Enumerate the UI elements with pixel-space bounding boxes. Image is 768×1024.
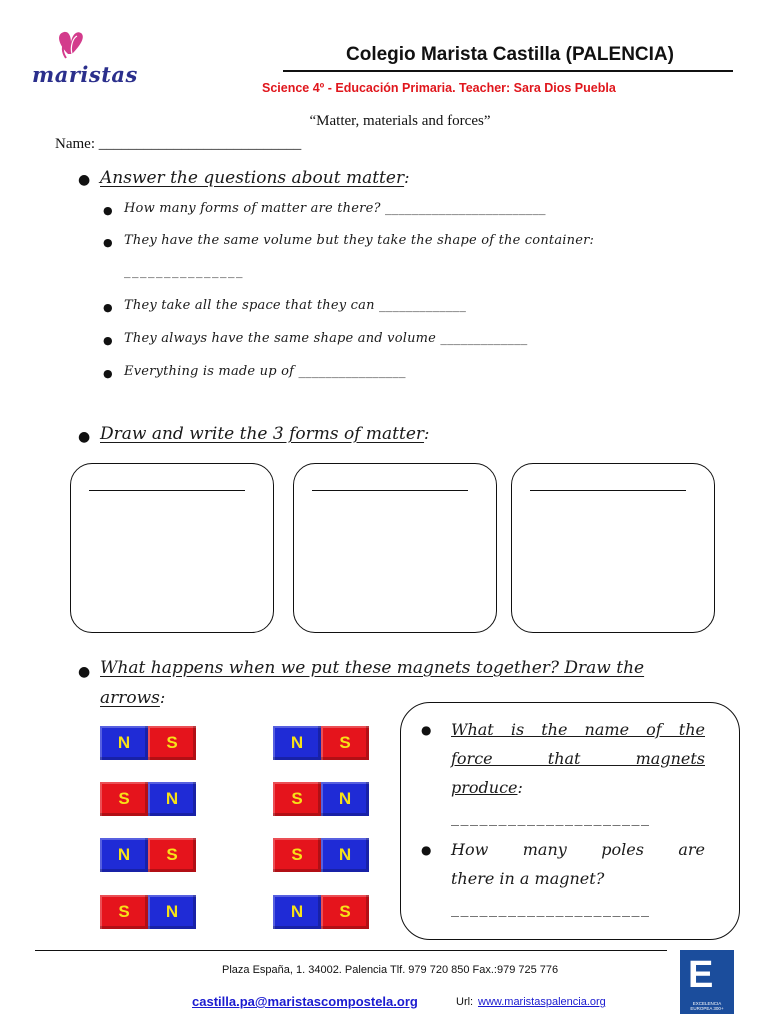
answer-blank[interactable]: _______________ xyxy=(124,264,244,279)
north-pole: N xyxy=(273,895,321,929)
q1-colon: : xyxy=(517,778,523,797)
section1-heading: Answer the questions about matter xyxy=(100,168,405,188)
north-pole: N xyxy=(321,782,369,816)
badge-letter: E xyxy=(688,954,714,996)
q2-line: How many poles are xyxy=(451,840,705,859)
answer-blank[interactable]: _____________________ xyxy=(451,807,651,826)
bullet-icon: ● xyxy=(78,664,91,680)
url-label: Url: xyxy=(456,996,474,1008)
magnet-bar[interactable] xyxy=(273,838,369,872)
logo-text: maristas xyxy=(32,62,138,87)
section3-heading-line2: arrows xyxy=(100,688,160,708)
south-pole: S xyxy=(100,782,148,816)
magnet-bar[interactable] xyxy=(273,726,369,760)
bullet-icon: ● xyxy=(421,843,432,857)
bullet-icon: ● xyxy=(103,236,113,249)
q1-line: force that magnets xyxy=(451,749,705,768)
magnet-bar[interactable] xyxy=(273,782,369,816)
q1-line: produce xyxy=(451,778,518,797)
section3-heading-colon: : xyxy=(159,688,166,707)
maristas-logo xyxy=(28,28,138,98)
south-pole: S xyxy=(321,726,369,760)
bullet-icon: ● xyxy=(103,367,113,380)
header-divider xyxy=(283,70,733,72)
email-link[interactable]: castilla.pa@maristascompostela.org xyxy=(192,994,418,1009)
worksheet-title: “Matter, materials and forces” xyxy=(309,113,491,129)
section-heading xyxy=(100,168,409,188)
question-item: They have the same volume but they take the shape of the container: xyxy=(124,233,595,248)
magnet-bar[interactable] xyxy=(273,895,369,929)
q2-line: there in a magnet? xyxy=(451,869,605,888)
bullet-icon: ● xyxy=(103,334,113,347)
north-pole: N xyxy=(100,726,148,760)
website-link[interactable]: www.maristaspalencia.org xyxy=(478,996,606,1008)
magnet-bar[interactable] xyxy=(100,895,196,929)
section2-heading-colon: : xyxy=(424,424,430,443)
label-line xyxy=(89,490,245,491)
section3-heading: What happens when we put these magnets together? Draw the xyxy=(100,658,645,678)
south-pole: S xyxy=(100,895,148,929)
name-field[interactable]: Name: ___________________________ xyxy=(55,136,302,152)
label-line xyxy=(312,490,468,491)
south-pole: S xyxy=(273,838,321,872)
magnet-bar[interactable] xyxy=(100,838,196,872)
drawing-box-1[interactable] xyxy=(70,463,274,633)
south-pole: S xyxy=(148,726,196,760)
q1-line-produce xyxy=(451,773,705,802)
section-heading xyxy=(100,658,760,678)
south-pole: S xyxy=(321,895,369,929)
section-heading-cont xyxy=(100,688,165,708)
answer-blank[interactable]: _____________________ xyxy=(451,898,651,917)
section2-heading: Draw and write the 3 forms of matter xyxy=(100,424,425,444)
question-item: They take all the space that they can _____________ xyxy=(124,298,467,313)
drawing-box-3[interactable] xyxy=(511,463,715,633)
north-pole: N xyxy=(273,726,321,760)
bullet-icon: ● xyxy=(78,172,91,188)
section-heading xyxy=(100,424,429,444)
north-pole: N xyxy=(100,838,148,872)
label-line xyxy=(530,490,686,491)
north-pole: N xyxy=(148,782,196,816)
course-subtitle: Science 4º - Educación Primaria. Teacher: Sara Dios Puebla xyxy=(262,81,616,95)
south-pole: S xyxy=(273,782,321,816)
bullet-icon: ● xyxy=(103,301,113,314)
question-item: How many forms of matter are there? ________________________ xyxy=(124,201,546,216)
magnet-questions-box xyxy=(400,702,740,940)
section1-heading-colon: : xyxy=(404,168,410,187)
drawing-box-2[interactable] xyxy=(293,463,497,633)
north-pole: N xyxy=(148,895,196,929)
bullet-icon: ● xyxy=(78,429,91,445)
footer-address: Plaza España, 1. 34002. Palencia Tlf. 979 720 850 Fax.:979 725 776 xyxy=(222,964,559,976)
bullet-icon: ● xyxy=(421,723,432,737)
question-item: Everything is made up of ________________ xyxy=(124,364,406,379)
q1-line: What is the name of the xyxy=(451,720,705,739)
question-force xyxy=(451,715,705,831)
school-name: Colegio Marista Castilla (PALENCIA) xyxy=(346,44,674,65)
footer-divider xyxy=(35,950,667,951)
magnet-bar[interactable] xyxy=(100,726,196,760)
question-item: They always have the same shape and volume _____________ xyxy=(124,331,528,346)
question-poles xyxy=(451,835,705,922)
badge-caption: EXCELENCIA EUROPEA 300+ xyxy=(690,1001,724,1011)
north-pole: N xyxy=(321,838,369,872)
south-pole: S xyxy=(148,838,196,872)
excellence-badge xyxy=(680,950,734,1014)
magnet-bar[interactable] xyxy=(100,782,196,816)
bullet-icon: ● xyxy=(103,204,113,217)
